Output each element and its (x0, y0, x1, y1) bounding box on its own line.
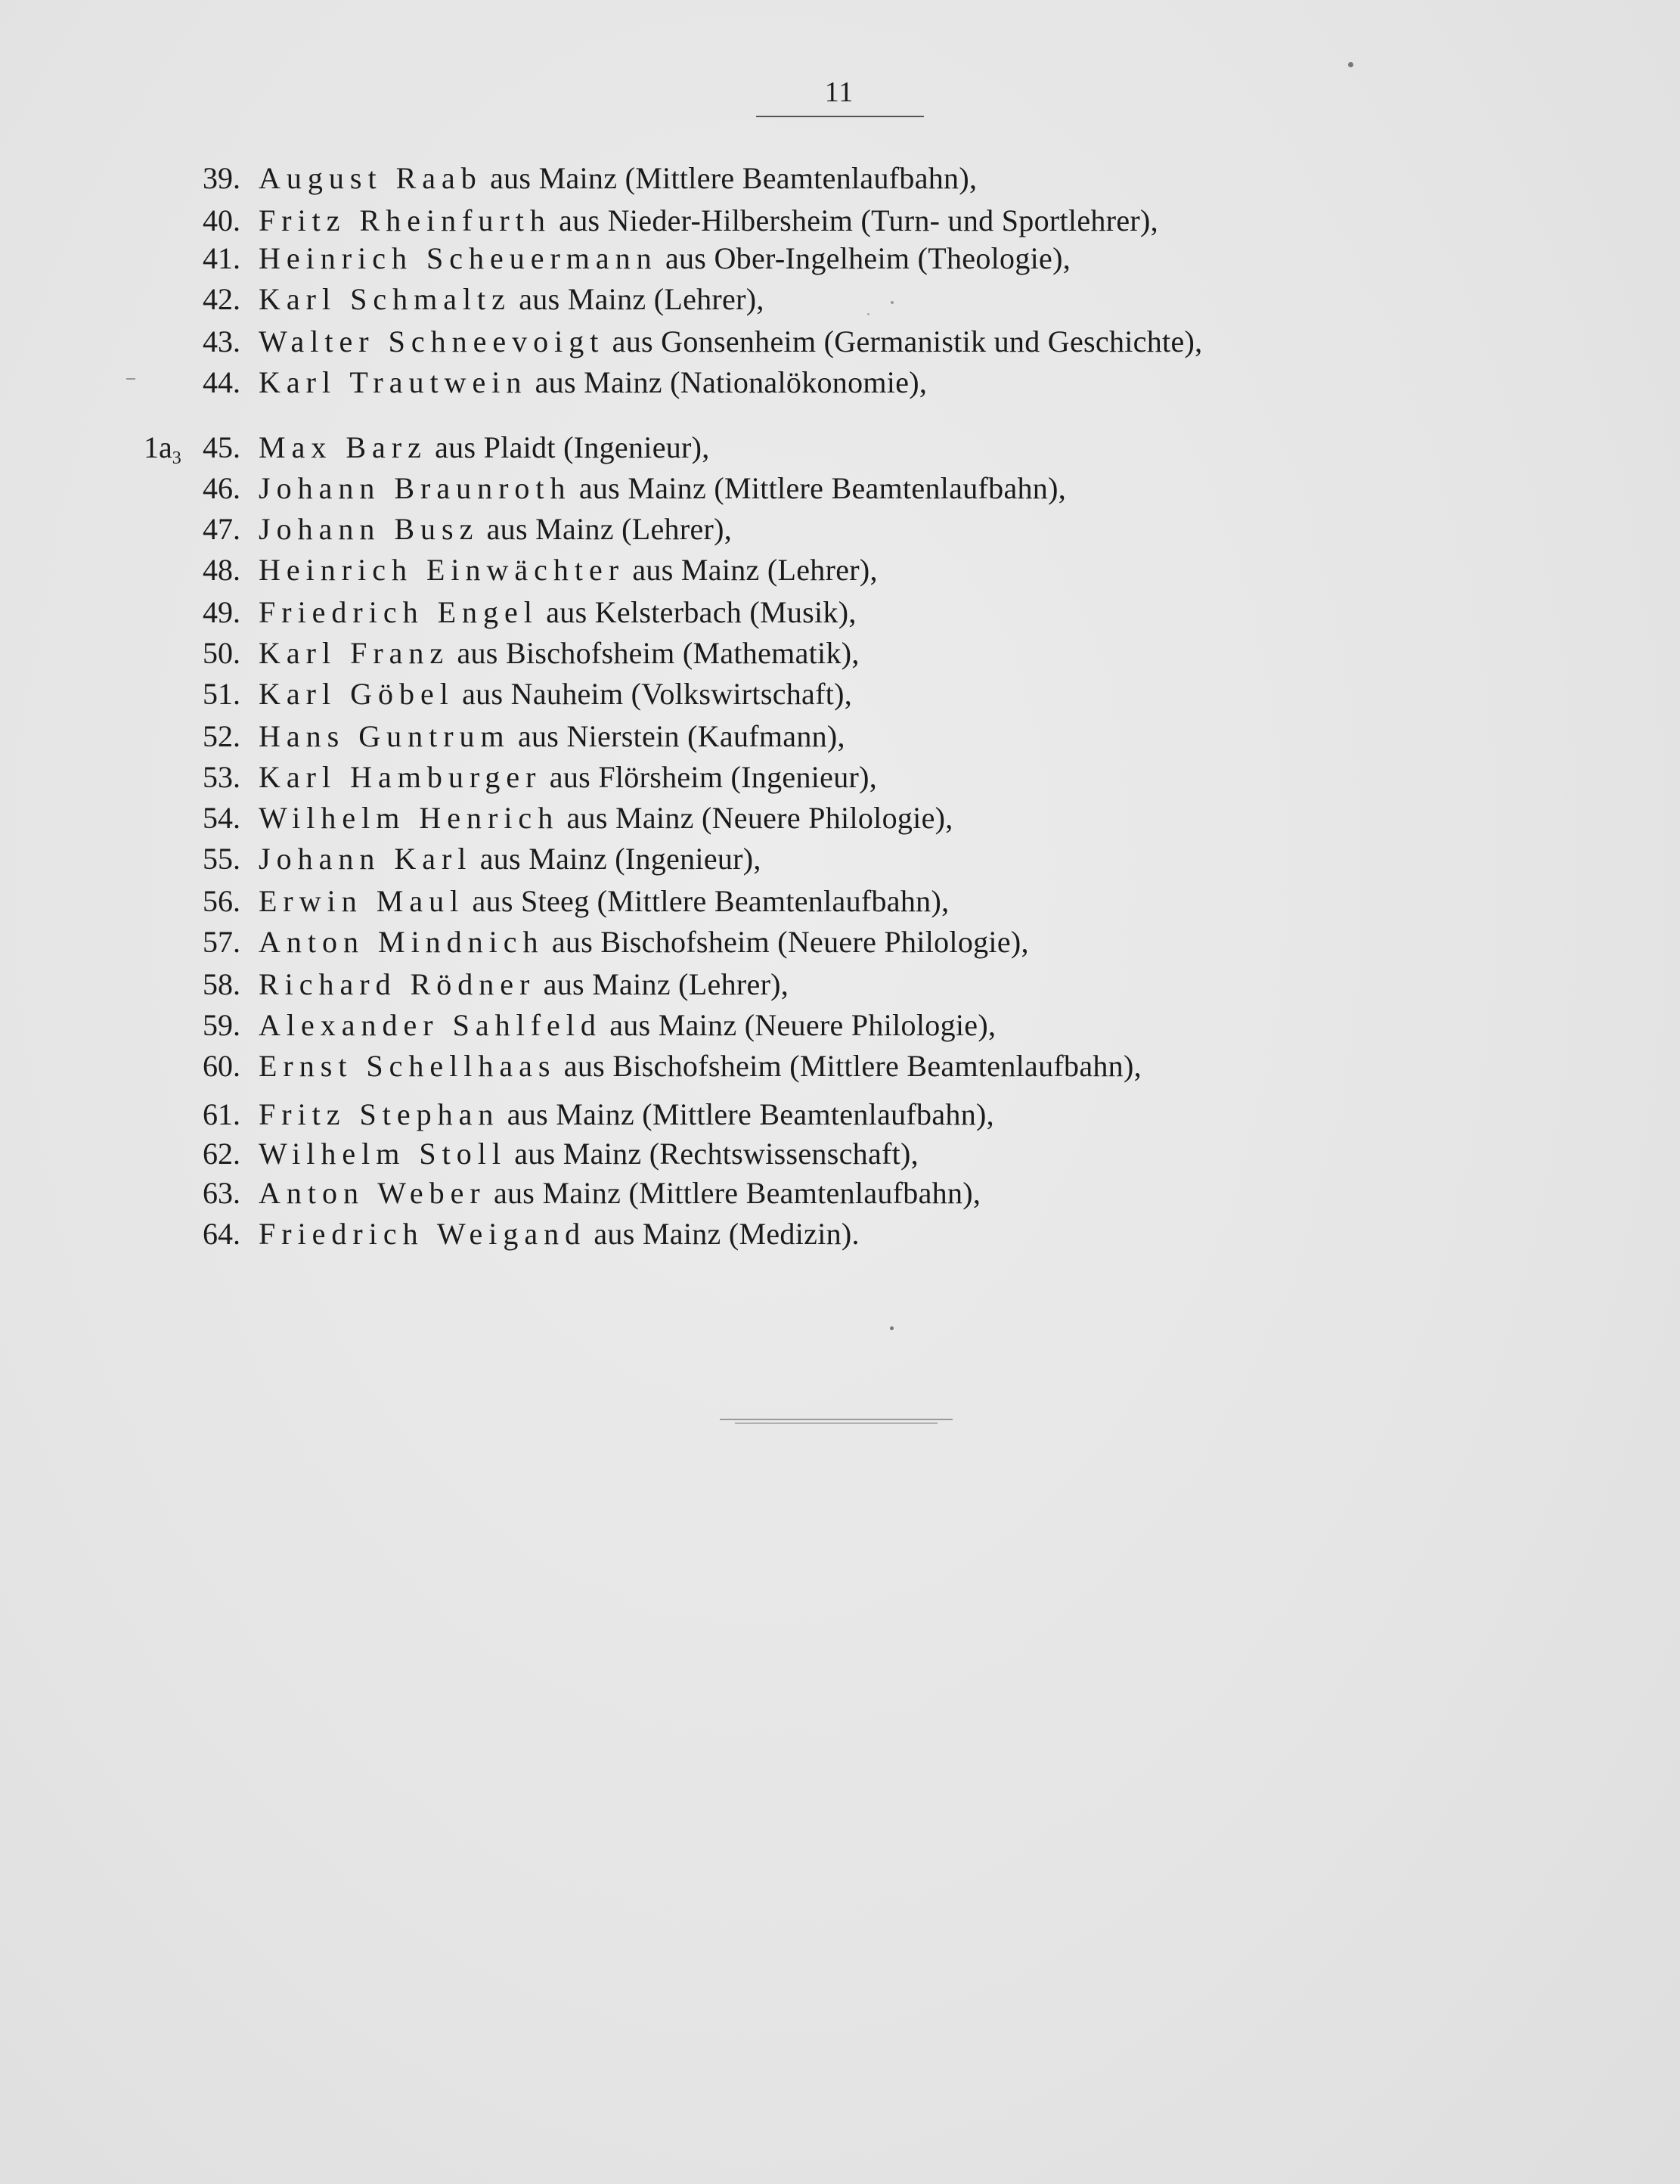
entry-details: aus Mainz (Nationalökonomie), (527, 365, 928, 399)
entry-name: Fritz Stephan (259, 1097, 500, 1131)
entry-name: Johann Busz (259, 512, 479, 546)
entry-name: Heinrich Scheuermann (259, 241, 658, 275)
entry-name: Karl Franz (259, 636, 450, 670)
entry-number: 57. (203, 925, 240, 959)
entry-name: Karl Hamburger (259, 760, 542, 794)
paper-speck (126, 378, 135, 380)
entry-name: Max Barz (259, 430, 427, 464)
entry-details: aus Mainz (Mittlere Beamtenlaufbahn), (485, 1176, 981, 1210)
entry-details: aus Plaidt (Ingenieur), (426, 430, 710, 464)
paper-speck (890, 1326, 894, 1330)
entry-number: 49. (203, 595, 240, 629)
entry-number: 52. (203, 719, 240, 753)
entry-details: aus Mainz (Lehrer), (535, 967, 789, 1001)
entry-details: aus Flörsheim (Ingenieur), (541, 760, 878, 794)
entry-name: Johann Karl (259, 842, 473, 876)
entry-name: Hans Guntrum (259, 719, 510, 753)
entry-number: 56. (203, 884, 240, 918)
entry-name: Karl Göbel (259, 677, 454, 711)
entry-details: aus Bischofsheim (Mathematik), (449, 636, 860, 670)
entry-number: 46. (203, 471, 240, 505)
entry-details: aus Mainz (Ingenieur), (472, 842, 761, 876)
entry-number: 40. (203, 203, 240, 237)
entry-number: 42. (203, 282, 240, 316)
group-marker-main: 1a (144, 430, 172, 464)
entry-details: aus Nierstein (Kaufmann), (510, 719, 845, 753)
entry-name: Wilhelm Henrich (259, 801, 559, 835)
entry-name: Friedrich Engel (259, 595, 538, 629)
entry-number: 45. (203, 430, 240, 464)
entry-details: aus Mainz (Lehrer), (479, 512, 733, 546)
page-number-rule (756, 116, 924, 117)
entry-name: Friedrich Weigand (259, 1217, 587, 1251)
entry-number: 58. (203, 967, 240, 1001)
entry-number: 44. (203, 365, 240, 399)
group-marker (144, 427, 181, 469)
entry-number: 47. (203, 512, 240, 546)
entry-details: aus Mainz (Lehrer), (625, 553, 878, 587)
entry-details: aus Bischofsheim (Mittlere Beamtenlaufbahn), (556, 1049, 1142, 1083)
entry-details: aus Mainz (Rechtswissenschaft), (506, 1137, 919, 1171)
entry-name: Fritz Rheinfurth (259, 203, 551, 237)
entry-name: Karl Schmaltz (259, 282, 511, 316)
entry-number: 59. (203, 1008, 240, 1042)
paper-speck (891, 301, 894, 304)
page-number: 11 (824, 76, 854, 108)
entry-name: Johann Braunroth (259, 471, 572, 505)
entry-name: Richard Rödner (259, 967, 536, 1001)
entry-number: 43. (203, 324, 240, 358)
end-of-list-rule (720, 1419, 953, 1425)
entry-number: 53. (203, 760, 240, 794)
entry-name: Erwin Maul (259, 884, 465, 918)
entry-details: aus Mainz (Mittlere Beamtenlaufbahn), (482, 161, 978, 195)
paper-speck (867, 313, 869, 315)
group-marker-sub: 3 (172, 448, 181, 468)
entry-number: 39. (203, 161, 240, 195)
entry-number: 60. (203, 1049, 240, 1083)
entry-number: 51. (203, 677, 240, 711)
entry-details: aus Nauheim (Volkswirtschaft), (454, 677, 853, 711)
entry-number: 62. (203, 1137, 240, 1171)
entry-details: aus Mainz (Mittlere Beamtenlaufbahn), (499, 1097, 994, 1131)
entry-number: 55. (203, 842, 240, 876)
entry-details: aus Mainz (Lehrer), (510, 282, 764, 316)
entry-name: Karl Trautwein (259, 365, 528, 399)
entry-name: Heinrich Einwächter (259, 553, 625, 587)
entry-details: aus Ober-Ingelheim (Theologie), (657, 241, 1071, 275)
entry-number: 54. (203, 801, 240, 835)
entry-number: 48. (203, 553, 240, 587)
entry-details: aus Nieder-Hilbersheim (Turn- und Sportlehrer), (550, 203, 1158, 237)
entry-number: 63. (203, 1176, 240, 1210)
entry-details: aus Bischofsheim (Neuere Philologie), (544, 925, 1029, 959)
entry-name: August Raab (259, 161, 482, 195)
entry-name: Ernst Schellhaas (259, 1049, 556, 1083)
entry-name: Walter Schneevoigt (259, 324, 605, 358)
entry-name: Alexander Sahlfeld (259, 1008, 602, 1042)
entry-number: 41. (203, 241, 240, 275)
entry-details: aus Kelsterbach (Musik), (538, 595, 857, 629)
entry-name: Anton Weber (259, 1176, 486, 1210)
entry-name: Wilhelm Stoll (259, 1137, 507, 1171)
entry-number: 50. (203, 636, 240, 670)
entry-details: aus Mainz (Neuere Philologie), (559, 801, 953, 835)
entry-number: 61. (203, 1097, 240, 1131)
entry-details: aus Mainz (Neuere Philologie), (601, 1008, 997, 1042)
entry-details: aus Steeg (Mittlere Beamtenlaufbahn), (464, 884, 950, 918)
paper-speck (1348, 62, 1353, 67)
entry-details: aus Mainz (Mittlere Beamtenlaufbahn), (571, 471, 1067, 505)
entry-name: Anton Mindnich (259, 925, 544, 959)
entry-details: aus Mainz (Medizin). (586, 1217, 860, 1251)
entry-number: 64. (203, 1217, 240, 1251)
entry-details: aus Gonsenheim (Germanistik und Geschichte), (604, 324, 1203, 358)
